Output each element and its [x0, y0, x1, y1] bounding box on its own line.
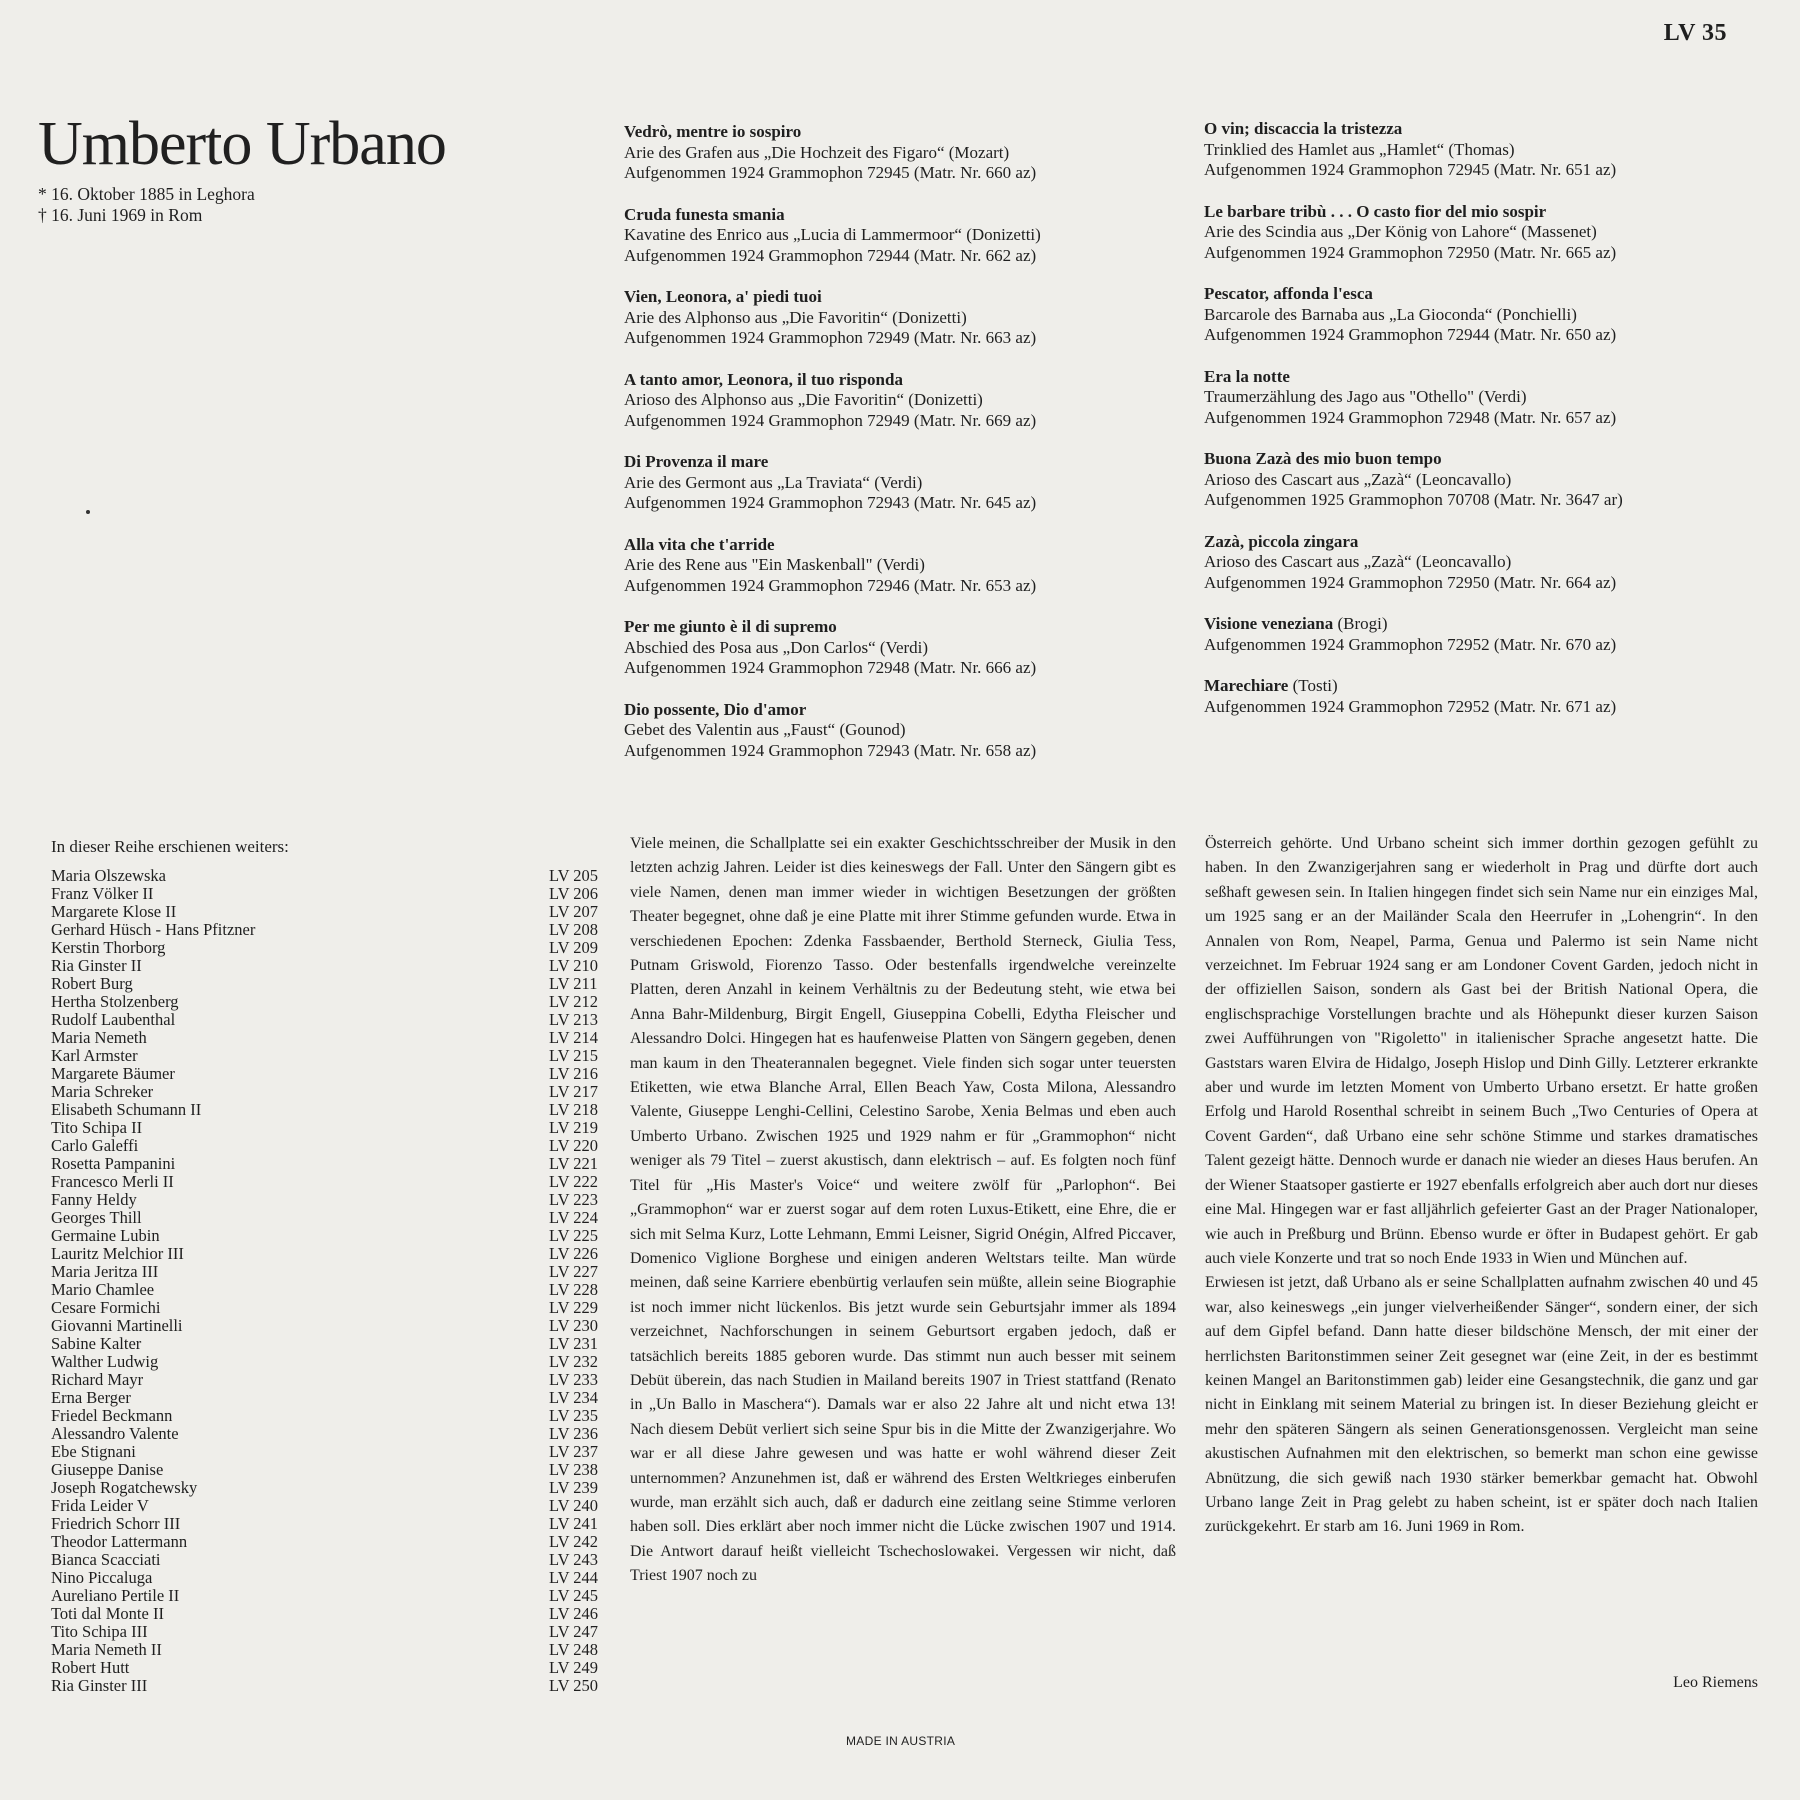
- series-artist: Friedrich Schorr III: [51, 1514, 181, 1533]
- series-number: LV 245: [549, 1586, 599, 1605]
- series-row: [51, 1497, 607, 1515]
- track-recording-info: Aufgenommen 1924 Grammophon 72943 (Matr. Nr. 658 az): [624, 740, 1037, 760]
- series-number: LV 224: [549, 1208, 599, 1227]
- track-title: [624, 287, 1124, 308]
- series-number: LV 247: [549, 1622, 599, 1641]
- series-artist: Fanny Heldy: [51, 1190, 137, 1209]
- series-row: [51, 1353, 607, 1371]
- made-in-label: MADE IN AUSTRIA: [846, 1734, 956, 1748]
- track-title: [1204, 202, 1704, 223]
- track-recording-info: Aufgenommen 1924 Grammophon 72948 (Matr. Nr. 666 az): [624, 658, 1037, 677]
- series-row: [51, 1209, 607, 1227]
- series-row: [51, 1191, 607, 1209]
- track-title: [624, 370, 1124, 391]
- track-title-text: Marechiare: [1204, 676, 1289, 695]
- series-row: [51, 1083, 607, 1101]
- series-number: LV 214: [549, 1028, 599, 1047]
- series-artist: Georges Thill: [51, 1208, 142, 1227]
- track-description: Kavatine des Enrico aus „Lucia di Lammermoor“ (Donizetti): [624, 225, 1041, 244]
- series-number: LV 225: [549, 1226, 599, 1245]
- series-number: LV 244: [549, 1568, 599, 1587]
- track-recording-info: Aufgenommen 1924 Grammophon 72945 (Matr. Nr. 660 az): [624, 163, 1037, 182]
- series-artist: Bianca Scacciati: [51, 1550, 161, 1569]
- series-number: LV 232: [549, 1352, 599, 1371]
- track-title-text: Pescator, affonda l'esca: [1204, 284, 1373, 303]
- series-artist: Erna Berger: [51, 1388, 131, 1407]
- track-title: [1204, 676, 1704, 697]
- series-number: LV 229: [549, 1298, 599, 1317]
- series-row: [51, 1641, 607, 1659]
- print-speck: [86, 510, 90, 514]
- track-recording-info: Aufgenommen 1924 Grammophon 72949 (Matr. Nr. 669 az): [624, 410, 1037, 430]
- series-artist: Friedel Beckmann: [51, 1406, 173, 1425]
- series-number: LV 209: [549, 938, 599, 957]
- series-number: LV 212: [549, 992, 599, 1011]
- series-row: [51, 1317, 607, 1335]
- series-artist: Alessandro Valente: [51, 1424, 179, 1443]
- track-title: [624, 617, 1124, 638]
- series-row: [51, 1677, 607, 1695]
- track-description: Trinklied des Hamlet aus „Hamlet“ (Thomas): [1204, 139, 1515, 159]
- liner-notes-paragraph: Erwiesen ist jetzt, daß Urbano als er seine Schallplatten aufnahm zwischen 40 und 45 war, also keineswegs „ein junger vielverheißender Sänger“, sondern einer, der sich auf dem Gipfel befand. Dann hatte dieser bildschöne Mensch, der mit einer der herrlichsten Baritonstimmen seiner Zeit gesegnet war (eine Zeit, in der es bestimmt keinen Mangel an Baritonstimmen gab) leider eine Gesangstechnik, die ganz und gar nicht in Einklang mit seinem Material zu bringen ist. In dieser Beziehung gleicht er mehr den späteren Sängern als seinen Generationsgenossen. Vergleicht man seine akustischen Aufnahmen mit den elektrischen, so bemerkt man schon eine gewisse Abnützung, die sich gewiß nach 1930 stärker bemerkbar gemacht hat. Obwohl Urbano lange Zeit in Prag gelebt zu haben scheint, ist er später doch nach Italien zurückgekehrt. Er starb am 16. Juni 1969 in Rom.: [1205, 1274, 1758, 1536]
- series-number: LV 231: [549, 1334, 599, 1353]
- series-artist: Elisabeth Schumann II: [51, 1100, 202, 1119]
- catalog-number: LV 35: [1663, 20, 1727, 46]
- track-description: Arie des Grafen aus „Die Hochzeit des Figaro“ (Mozart): [624, 142, 1010, 162]
- series-number: LV 207: [549, 902, 599, 921]
- series-number: LV 213: [549, 1010, 599, 1029]
- series-number: LV 222: [549, 1172, 599, 1191]
- track-description: Arie des Rene aus "Ein Maskenball" (Verdi): [624, 555, 925, 574]
- track-description: Traumerzählung des Jago aus "Othello" (Verdi): [1204, 387, 1527, 406]
- series-artist: Rosetta Pampanini: [51, 1154, 176, 1173]
- series-artist: Carlo Galeffi: [51, 1136, 139, 1155]
- series-artist: Maria Jeritza III: [51, 1262, 159, 1281]
- series-row: [51, 1065, 607, 1083]
- track-title-text: Per me giunto è il di supremo: [624, 617, 837, 636]
- track-description: Arioso des Cascart aus „Zazà“ (Leoncavallo): [1204, 552, 1512, 571]
- series-artist: Hertha Stolzenberg: [51, 992, 179, 1011]
- series-row: [51, 1047, 607, 1065]
- track-title-text: Buona Zazà des mio buon tempo: [1204, 449, 1442, 468]
- series-number: LV 227: [549, 1262, 599, 1281]
- series-row: [51, 957, 607, 975]
- track-entry: [624, 535, 1124, 597]
- series-artist: Rudolf Laubenthal: [51, 1010, 176, 1029]
- track-description: Arioso des Cascart aus „Zazà“ (Leoncavallo): [1204, 469, 1512, 489]
- series-artist: Franz Völker II: [51, 884, 154, 903]
- track-entry: [624, 452, 1124, 514]
- series-number: LV 208: [549, 920, 599, 939]
- series-row: [51, 1569, 607, 1587]
- series-row: [51, 1011, 607, 1029]
- track-title: [1204, 119, 1704, 140]
- series-row: [51, 1659, 607, 1677]
- series-number: LV 211: [549, 974, 598, 993]
- series-artist: Maria Nemeth II: [51, 1640, 162, 1659]
- series-row: [51, 1623, 607, 1641]
- track-title: [1204, 367, 1704, 388]
- series-number: LV 246: [549, 1604, 599, 1623]
- series-row: [51, 867, 607, 885]
- track-recording-info: Aufgenommen 1924 Grammophon 72944 (Matr. Nr. 650 az): [1204, 325, 1617, 344]
- track-title: [624, 452, 1124, 473]
- series-artist: Karl Armster: [51, 1046, 138, 1065]
- track-title-text: Dio possente, Dio d'amor: [624, 699, 807, 719]
- series-row: [51, 1407, 607, 1425]
- series-artist: Richard Mayr: [51, 1370, 144, 1389]
- series-artist: Tito Schipa III: [51, 1622, 148, 1641]
- track-title-text: Zazà, piccola zingara: [1204, 531, 1359, 551]
- series-row: [51, 1389, 607, 1407]
- track-entry: [624, 205, 1124, 267]
- track-title: [624, 535, 1124, 556]
- series-number: LV 233: [549, 1370, 599, 1389]
- track-description: Gebet des Valentin aus „Faust“ (Gounod): [624, 720, 906, 739]
- track-title-text: Visione veneziana: [1204, 614, 1334, 633]
- series-artist: Margarete Bäumer: [51, 1064, 175, 1083]
- track-entry: [1204, 367, 1704, 429]
- series-artist: Theodor Lattermann: [51, 1532, 188, 1551]
- series-artist: Maria Olszewska: [51, 866, 167, 885]
- track-recording-info: Aufgenommen 1924 Grammophon 72950 (Matr. Nr. 664 az): [1204, 572, 1617, 592]
- series-number: LV 241: [549, 1514, 599, 1533]
- track-list-right: [1204, 119, 1704, 738]
- series-number: LV 221: [549, 1154, 599, 1173]
- series-artist: Robert Burg: [51, 974, 133, 993]
- series-row: [51, 1425, 607, 1443]
- track-recording-info: Aufgenommen 1924 Grammophon 72946 (Matr. Nr. 653 az): [624, 575, 1037, 595]
- series-heading: In dieser Reihe erschienen weiters:: [51, 837, 289, 856]
- series-row: [51, 975, 607, 993]
- author-signature: Leo Riemens: [1673, 1674, 1758, 1691]
- series-row: [51, 1155, 607, 1173]
- series-number: LV 240: [549, 1496, 599, 1515]
- series-artist: Joseph Rogatchewsky: [51, 1478, 198, 1497]
- liner-notes-paragraph: Viele meinen, die Schallplatte sei ein exakter Geschichtsschreiber der Musik in den letzten achzig Jahren. Leider ist dies keineswegs der Fall. Unter den Sängern gibt es viele Namen, denen man immer wieder in wichtigen Besetzungen der größten Theater begegnet, ohne daß je eine Platte mit ihrer Stimme gefunden wurde. Etwa in verschiedenen Epochen: Zdenka Fassbaender, Berthold Sterneck, Giulia Tess, Putnam Griswold, Fiorenzo Tasso. Oder bestenfalls irgendwelche vereinzelte Platten, deren Anzahl in keinem Verhältnis zu der Bedeutung steht, wie etwa bei Anna Bahr-Mildenburg, Birgit Engell, Giuseppina Cobelli, Edytha Fleischer und Alessandro Dolci. Hingegen hat es haufenweise Platten von Sängern gegeben, denen man kaum in den Theaterannalen begegnet. Viele finden sich sogar unter teuersten Etiketten, wie etwa Blanche Arral, Ellen Beach Yaw, Costa Milona, Alessandro Valente, Giuseppe Lenghi-Cellini, Celestino Sarobe, Xenia Belmas und eben auch Umberto Urbano. Zwischen 1925 und 1929 nahm er für „Grammophon“ nicht weniger als 79 Titel – zuerst akustisch, dann elektrisch – auf. Es folgten noch fünf Titel für „His Master's Voice“ und weitere zwölf für „Parlophon“. Bei „Grammophon“ war er zuerst sogar auf dem roten Luxus-Etikett, eine Ehre, die er sich mit Selma Kurz, Lotte Lehmann, Emmi Leisner, Sigrid Onégin, Alfred Piccaver, Domenico Viglione Borghese und einigen anderen Weltstars teilte. Man würde meinen, daß seine Karriere ebenbürtig verlaufen sein müßte, allein seine Biographie ist noch immer nicht lückenlos. Bis jetzt wurde sein Geburtsjahr immer als 1894 verzeichnet, Nachforschungen in seinem Geburtsort ergaben jedoch, daß er tatsächlich bereits 1885 geboren wurde. Das stimmt nun auch besser mit seinem Debüt überein, das nach Studien in Mailand bereits 1907 in Triest stattfand (Renato in „Un Ballo in Maschera“). Damals war er also 22 Jahre alt und nicht etwa 13! Nach diesem Debüt verliert sich seine Spur bis in die Mitte der Zwanzigerjahre. Wo war er all diese Jahre gewesen und was hatte er wohl während dieser Zeit unternommen? Anzunehmen ist, daß er während des Ersten Weltkrieges einberufen wurde, man erzählt sich auch, daß er dadurch eine zeitlang seine Stimme verloren haben soll. Dies erklärt aber noch immer nicht die Lücke zwischen 1907 und 1914. Die Antwort darauf heißt vielleicht Tschechoslowakei. Vergessen wir nicht, daß Triest 1907 noch zu: [630, 835, 1176, 1585]
- series-number: LV 242: [549, 1532, 599, 1551]
- series-row: [51, 1479, 607, 1497]
- series-artist: Walther Ludwig: [51, 1352, 159, 1371]
- series-artist: Kerstin Thorborg: [51, 938, 166, 957]
- birth-date: * 16. Oktober 1885 in Leghora: [38, 184, 255, 204]
- track-recording-info: Aufgenommen 1925 Grammophon 70708 (Matr. Nr. 3647 ar): [1204, 490, 1623, 509]
- liner-notes-paragraph: Österreich gehörte. Und Urbano scheint sich immer dorthin gezogen gefühlt zu haben. In den Zwanzigerjahren sang er wiederholt in Prag und dürfte dort auch seßhaft gewesen sein. In Italien hingegen findet sich sein Name nur ein einziges Mal, um 1925 sang er an der Mailänder Scala den Heerrufer in „Lohengrin“. In den Annalen von Rom, Neapel, Parma, Genua und Palermo ist sein Name nicht verzeichnet. Im Februar 1924 sang er am Londoner Covent Garden, jedoch nicht in der offiziellen Saison, sondern als Gast bei der British National Opera, die englischsprachige Vorstellungen brachte und als Höhepunkt dieser kurzen Saison zwei Aufführungen von "Rigoletto" in italienischer Sprache angesetzt hatte. Die Gaststars waren Elvira de Hidalgo, Joseph Hislop und Dinh Gilly. Letzterer erkrankte aber und wurde im letzten Moment von Umberto Urbano ersetzt. Er hatte großen Erfolg und Harold Rosenthal schreibt in seinem Buch „Two Centuries of Opera at Covent Garden“, daß Urbano eine sehr schöne Stimme und starkes dramatisches Talent gezeigt hätte. Dennoch wurde er danach nie wieder an dieses Haus berufen. An der Wiener Staatsoper gastierte er 1927 ebenfalls erfolgreich aber auch dort nur dieses eine Mal. Hingegen war er fast alljährlich gefeierter Gast an der Prager Nationaloper, wie auch in Preßburg und Brünn. Ebenso wurde er öfter in Budapest gehört. Er gab auch viele Konzerte und trat so noch Ende 1933 in Wien und München auf.: [1205, 835, 1758, 1267]
- track-composer: (Tosti): [1288, 676, 1338, 695]
- series-row: [51, 921, 607, 939]
- series-row: [51, 1263, 607, 1281]
- series-number: LV 243: [549, 1550, 599, 1569]
- series-row: [51, 903, 607, 921]
- track-title-text: Cruda funesta smania: [624, 204, 785, 224]
- series-row: [51, 1515, 607, 1533]
- track-title-text: Le barbare tribù . . . O casto fior del mio sospir: [1204, 201, 1547, 221]
- series-number: LV 219: [549, 1118, 599, 1137]
- series-artist: Maria Schreker: [51, 1082, 154, 1101]
- series-row: [51, 939, 607, 957]
- track-recording-info: Aufgenommen 1924 Grammophon 72952 (Matr. Nr. 671 az): [1204, 696, 1617, 716]
- series-artist: Germaine Lubin: [51, 1226, 160, 1245]
- track-entry: [1204, 449, 1704, 511]
- track-title: [1204, 614, 1704, 635]
- series-number: LV 230: [549, 1316, 599, 1335]
- track-list-left: [624, 122, 1124, 782]
- series-number: LV 238: [549, 1460, 599, 1479]
- series-number: LV 215: [549, 1046, 599, 1065]
- series-row: [51, 1137, 607, 1155]
- series-artist: Ebe Stignani: [51, 1442, 136, 1461]
- track-title-text: Alla vita che t'arride: [624, 534, 775, 554]
- series-number: LV 235: [549, 1406, 599, 1425]
- track-title: [624, 700, 1124, 721]
- track-title-text: Vedrò, mentre io sospiro: [624, 122, 802, 141]
- series-artist: Giuseppe Danise: [51, 1460, 164, 1479]
- track-entry: [624, 370, 1124, 432]
- track-title: [1204, 532, 1704, 553]
- track-description: Arie des Scindia aus „Der König von Lahore“ (Massenet): [1204, 222, 1597, 241]
- series-row: [51, 885, 607, 903]
- series-row: [51, 1281, 607, 1299]
- series-artist: Sabine Kalter: [51, 1334, 142, 1353]
- track-title-text: A tanto amor, Leonora, il tuo risponda: [624, 369, 903, 389]
- series-artist: Mario Chamlee: [51, 1280, 155, 1299]
- series-artist: Cesare Formichi: [51, 1298, 161, 1317]
- track-title-text: Vien, Leonora, a' piedi tuoi: [624, 287, 822, 306]
- track-recording-info: Aufgenommen 1924 Grammophon 72949 (Matr. Nr. 663 az): [624, 328, 1037, 347]
- track-recording-info: Aufgenommen 1924 Grammophon 72950 (Matr. Nr. 665 az): [1204, 242, 1617, 262]
- life-dates: [38, 184, 255, 226]
- series-number: LV 216: [549, 1064, 599, 1083]
- series-number: LV 228: [549, 1280, 599, 1299]
- series-row: [51, 1029, 607, 1047]
- track-entry: [624, 122, 1124, 184]
- track-description: Arie des Germont aus „La Traviata“ (Verdi): [624, 472, 923, 492]
- series-artist: Lauritz Melchior III: [51, 1244, 184, 1263]
- series-number: LV 237: [549, 1442, 599, 1461]
- track-entry: [624, 287, 1124, 349]
- series-artist: Robert Hutt: [51, 1658, 130, 1677]
- track-entry: [1204, 532, 1704, 594]
- track-recording-info: Aufgenommen 1924 Grammophon 72948 (Matr. Nr. 657 az): [1204, 407, 1617, 427]
- series-row: [51, 1443, 607, 1461]
- series-number: LV 210: [549, 956, 599, 975]
- track-title: [624, 205, 1124, 226]
- series-number: LV 239: [549, 1478, 599, 1497]
- track-description: Arioso des Alphonso aus „Die Favoritin“ (Donizetti): [624, 390, 983, 409]
- track-recording-info: Aufgenommen 1924 Grammophon 72943 (Matr. Nr. 645 az): [624, 493, 1037, 512]
- track-entry: [624, 617, 1124, 679]
- track-description: Abschied des Posa aus „Don Carlos“ (Verdi): [624, 637, 929, 657]
- series-row: [51, 1299, 607, 1317]
- series-number: LV 234: [549, 1388, 599, 1407]
- series-row: [51, 1101, 607, 1119]
- series-row: [51, 993, 607, 1011]
- series-row: [51, 1227, 607, 1245]
- track-title: [1204, 449, 1704, 470]
- series-artist: Francesco Merli II: [51, 1172, 174, 1191]
- series-number: LV 223: [549, 1190, 599, 1209]
- series-artist: Margarete Klose II: [51, 902, 177, 921]
- track-entry: [1204, 284, 1704, 346]
- series-row: [51, 1371, 607, 1389]
- series-artist: Ria Ginster II: [51, 956, 142, 975]
- series-artist: Giovanni Martinelli: [51, 1316, 183, 1335]
- series-row: [51, 1173, 607, 1191]
- series-number: LV 217: [549, 1082, 599, 1101]
- track-title: [1204, 284, 1704, 305]
- death-date: † 16. Juni 1969 in Rom: [38, 205, 203, 225]
- series-number: LV 250: [549, 1676, 599, 1695]
- track-description: Arie des Alphonso aus „Die Favoritin“ (Donizetti): [624, 307, 967, 327]
- track-title: [624, 122, 1124, 143]
- track-entry: [1204, 119, 1704, 181]
- series-artist: Toti dal Monte II: [51, 1604, 164, 1623]
- series-number: LV 248: [549, 1640, 599, 1659]
- series-number: LV 249: [549, 1658, 599, 1677]
- track-entry: [1204, 202, 1704, 264]
- series-row: [51, 1335, 607, 1353]
- track-entry: [1204, 676, 1704, 717]
- series-artist: Ria Ginster III: [51, 1676, 148, 1695]
- series-number: LV 218: [549, 1100, 599, 1119]
- series-number: LV 236: [549, 1424, 599, 1443]
- track-recording-info: Aufgenommen 1924 Grammophon 72952 (Matr. Nr. 670 az): [1204, 634, 1617, 654]
- track-title-text: Era la notte: [1204, 366, 1290, 386]
- series-artist: Frida Leider V: [51, 1496, 149, 1515]
- track-entry: [624, 700, 1124, 762]
- liner-notes-column-1: [630, 832, 1176, 1589]
- series-artist: Maria Nemeth: [51, 1028, 147, 1047]
- series-number: LV 220: [549, 1136, 599, 1155]
- series-row: [51, 1533, 607, 1551]
- liner-notes-column-2: [1205, 832, 1758, 1540]
- track-recording-info: Aufgenommen 1924 Grammophon 72945 (Matr. Nr. 651 az): [1204, 160, 1617, 179]
- series-artist: Nino Piccaluga: [51, 1568, 153, 1587]
- series-artist: Tito Schipa II: [51, 1118, 143, 1137]
- track-recording-info: Aufgenommen 1924 Grammophon 72944 (Matr. Nr. 662 az): [624, 245, 1037, 265]
- series-number: LV 206: [549, 884, 599, 903]
- series-row: [51, 1587, 607, 1605]
- series-row: [51, 1245, 607, 1263]
- track-title-text: O vin; discaccia la tristezza: [1204, 119, 1403, 138]
- track-description: Barcarole des Barnaba aus „La Gioconda“ (Ponchielli): [1204, 304, 1577, 324]
- series-list: [51, 867, 607, 1695]
- track-title-text: Di Provenza il mare: [624, 452, 769, 471]
- series-row: [51, 1551, 607, 1569]
- series-artist: Aureliano Pertile II: [51, 1586, 180, 1605]
- series-number: LV 205: [549, 866, 599, 885]
- series-number: LV 226: [549, 1244, 599, 1263]
- series-row: [51, 1461, 607, 1479]
- series-artist: Gerhard Hüsch - Hans Pfitzner: [51, 920, 256, 939]
- track-composer: (Brogi): [1333, 614, 1388, 633]
- series-row: [51, 1605, 607, 1623]
- artist-name: Umberto Urbano: [38, 110, 446, 178]
- series-row: [51, 1119, 607, 1137]
- track-entry: [1204, 614, 1704, 655]
